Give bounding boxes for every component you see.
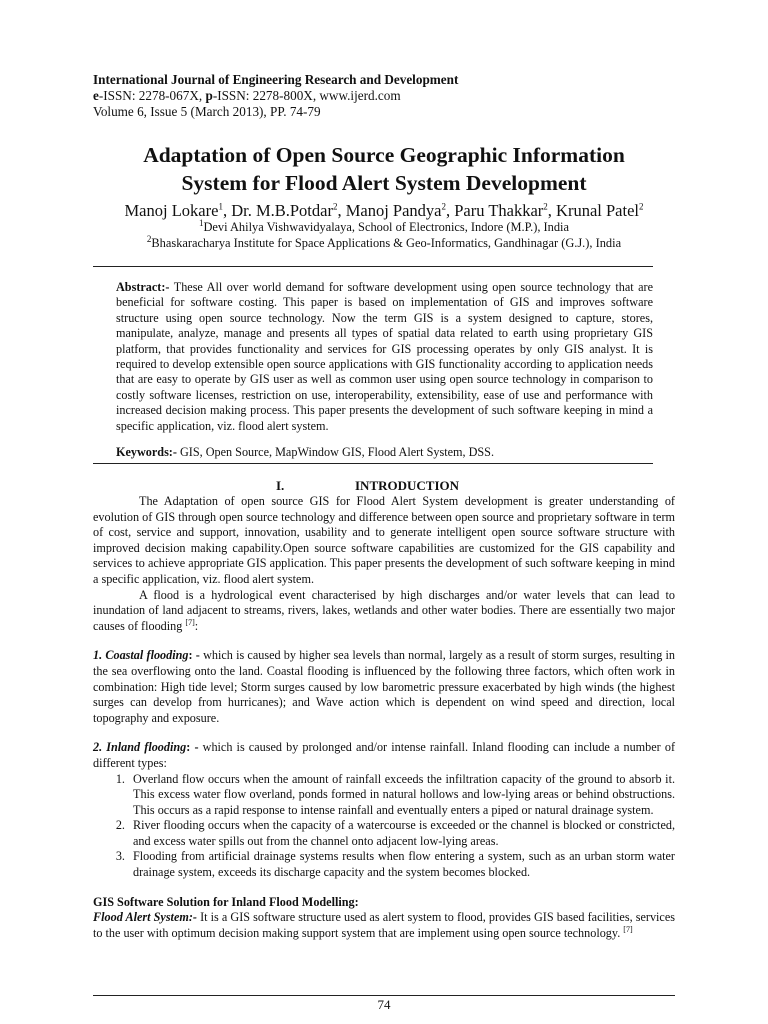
- journal-header: [93, 72, 458, 120]
- author: Krunal Patel: [556, 201, 639, 220]
- author: Manoj Pandya: [345, 201, 442, 220]
- inland-flooding-paragraph: 2. Inland flooding: - which is caused by prolonged and/or intense rainfall. Inland flooding can include a number of different types:: [93, 740, 676, 770]
- page-number: 74: [377, 997, 391, 1012]
- section-number: I.: [276, 478, 285, 493]
- abstract: Abstract:- These All over world demand for software development using open source technology that are beneficial for software costing. This paper is based on implementation of GIS and improves software structure using open source technology. Now the term GIS is a system designed to capture, stores, manipulate, analyze, manage and presents all types of spatial data related to earth using proprietary GIS platform, that provides functionality and services for GIS processing operates by only GIS analyst. It is required to develop extensible open source applications with GIS functionality according to application needs that are easy to operate by GIS user as well as common user using open source technology in comparison to costly software licenses, restriction on use, interoperability, extensibility, ease of use and performance with increased decision making process. This paper presents the development of such software keeping in mind a specific application, viz. flood alert system.: [116, 280, 653, 433]
- affiliation: $^2$Bhaskaracharya Institute for Space Applications & Geo-Informatics, Gandhinagar (G.J.), India: [146, 233, 622, 250]
- author: Dr. M.B.Potdar: [231, 201, 333, 220]
- paper-title: Adaptation of Open Source Geographic Information System for Flood Alert System Development: [143, 143, 625, 195]
- issn-line: e-ISSN: 2278-067X, p-ISSN: 2278-800X, www.ijerd.com: [93, 88, 401, 103]
- subsection-heading: GIS Software Solution for Inland Flood Modelling:: [93, 894, 359, 909]
- keywords: Keywords:- GIS, Open Source, MapWindow GIS, Flood Alert System, DSS.: [116, 445, 494, 459]
- list-item: 3. Flooding from artificial drainage systems results when flow entering a system, such as an urban storm water drainage system, exceeds its discharge capacity and the system becomes blocked.: [128, 849, 675, 880]
- paragraph: The Adaptation of open source GIS for Flood Alert System development is greater understanding of evolution of GIS through open source technology and difference between open source and proprietary software in term of cost, service and support, innovation, usability and to generate intelligent open source software structure with improved decision making capability.Open source software capabilities are customized for the GIS capability and services to achieve appropriate GIS application. This paper presents the development of such software keeping in mind a specific application, viz. flood alert system.: [93, 494, 675, 586]
- inland-flooding-list: [93, 772, 675, 881]
- list-item: 2. River flooding occurs when the capacity of a watercourse is exceeded or the channel is blocked or constricted, and excess water spills out from the channel onto adjacent low-lying areas.: [128, 818, 675, 849]
- journal-title: International Journal of Engineering Research and Development: [93, 72, 459, 87]
- list-item: 1. Overland flow occurs when the amount of rainfall exceeds the infiltration capacity of the ground to absorb it. This excess water flow overland, ponds formed in natural hollows and low-lying areas or behind obstructions. This occurs as a rapid response to intense rainfall and eventually enters a piped or natural drainage system.: [128, 772, 675, 819]
- paragraph: A flood is a hydrological event characterised by high discharges and/or water levels that can lead to inundation of land adjacent to streams, rivers, lakes, wetlands and other water bodies. There are essentially two major causes of flooding [7]:: [93, 587, 675, 633]
- affiliation: $^1$Devi Ahilya Vishwavidyalaya, School of Electronics, Indore (M.P.), India: [198, 217, 569, 234]
- affiliations: [60, 217, 708, 251]
- section-title: INTRODUCTION: [355, 478, 460, 493]
- coastal-flooding-paragraph: 1. Coastal flooding: - which is caused by higher sea levels than normal, largely as a result of storm surges, resulting in the sea overflowing onto the land. Coastal flooding is influenced by the following three factors, which often work in combination: High tide level; Storm surges caused by low barometric pressure exacerbated by high winds (the highest surges can develop from hurricanes); and Wave action which is dependent on wind speed and direction, local topography and exposure.: [93, 648, 675, 725]
- citation: [7]: [623, 924, 633, 934]
- author: Manoj Lokare: [124, 201, 219, 220]
- author: Paru Thakkar: [454, 201, 544, 220]
- volume-line: Volume 6, Issue 5 (March 2013), PP. 74-79: [93, 104, 321, 119]
- author-list: Manoj Lokare$^1$, Dr. M.B.Potdar$^2$, Manoj Pandya$^2$, Paru Thakkar$^2$, Krunal Patel$^2$: [124, 201, 644, 220]
- abstract-bottom-rule: [93, 463, 653, 464]
- flood-alert-paragraph: Flood Alert System:- It is a GIS software structure used as alert system to flood, provides GIS based facilities, services to the user with optimum decision making support system that are implement using open source technology. [7]: [93, 910, 675, 940]
- abstract-top-rule: [93, 266, 653, 267]
- body-text: [93, 494, 675, 941]
- citation: [7]: [185, 617, 195, 627]
- footer-rule: [93, 995, 675, 996]
